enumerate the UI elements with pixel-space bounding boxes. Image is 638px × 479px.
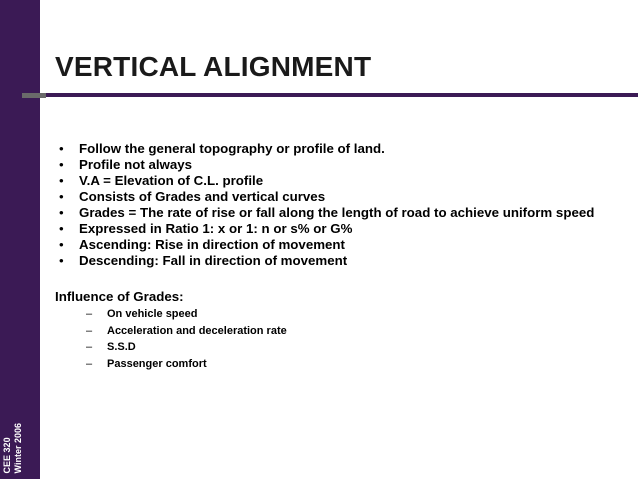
bullet-marker: •: [59, 205, 64, 220]
sub-item: [86, 323, 287, 340]
bullet-text: Consists of Grades and vertical curves: [79, 189, 326, 204]
sub-item-text: On vehicle speed: [107, 308, 198, 320]
bullet-text: Descending: Fall in direction of movement: [79, 253, 348, 268]
accent-tab: [22, 93, 46, 98]
bullet-text: Profile not always: [79, 157, 193, 172]
bullet-text: Grades = The rate of rise or fall along the length of road to achieve uniform speed: [79, 205, 595, 220]
bullet-marker: •: [59, 221, 64, 236]
sub-item: [86, 356, 287, 373]
bullet-list: [55, 141, 615, 269]
bullet-item: [55, 189, 615, 205]
bullet-text: Expressed in Ratio 1: x or 1: n or s% or G%: [79, 221, 353, 236]
influence-list: [86, 306, 287, 372]
slide-title: VERTICAL ALIGNMENT: [55, 51, 372, 82]
bullet-marker: •: [59, 253, 64, 268]
dash-marker: –: [86, 357, 93, 370]
sub-item: [86, 306, 287, 323]
dash-marker: –: [86, 324, 93, 337]
bullet-item: [55, 237, 615, 253]
bullet-marker: •: [59, 189, 64, 204]
bullet-item: [55, 157, 615, 173]
title-rule: [46, 93, 638, 97]
bullet-marker: •: [59, 157, 64, 172]
bullet-marker: •: [59, 173, 64, 188]
dash-marker: –: [86, 341, 93, 353]
bullet-item: [55, 173, 615, 189]
sub-item-text: Acceleration and deceleration rate: [107, 324, 287, 337]
sub-item-text: Passenger comfort: [107, 357, 207, 370]
course-label: [2, 423, 24, 473]
course-code: CEE 320: [2, 436, 12, 473]
sub-item: [86, 339, 287, 356]
dash-marker: –: [86, 308, 93, 320]
bullet-marker: •: [59, 237, 64, 252]
bullet-item: [55, 141, 615, 157]
bullet-marker: •: [59, 141, 64, 156]
influence-heading: Influence of Grades:: [55, 289, 184, 304]
bullet-text: Ascending: Rise in direction of movement: [79, 237, 345, 252]
bullet-item: [55, 221, 615, 237]
bullet-text: Follow the general topography or profile of land.: [79, 141, 385, 156]
sidebar-band: [0, 0, 40, 479]
bullet-item: [55, 253, 615, 269]
bullet-item: [55, 205, 615, 221]
sub-item-text: S.S.D: [107, 341, 136, 353]
course-term: Winter 2006: [13, 422, 23, 473]
bullet-text: V.A = Elevation of C.L. profile: [79, 173, 264, 188]
